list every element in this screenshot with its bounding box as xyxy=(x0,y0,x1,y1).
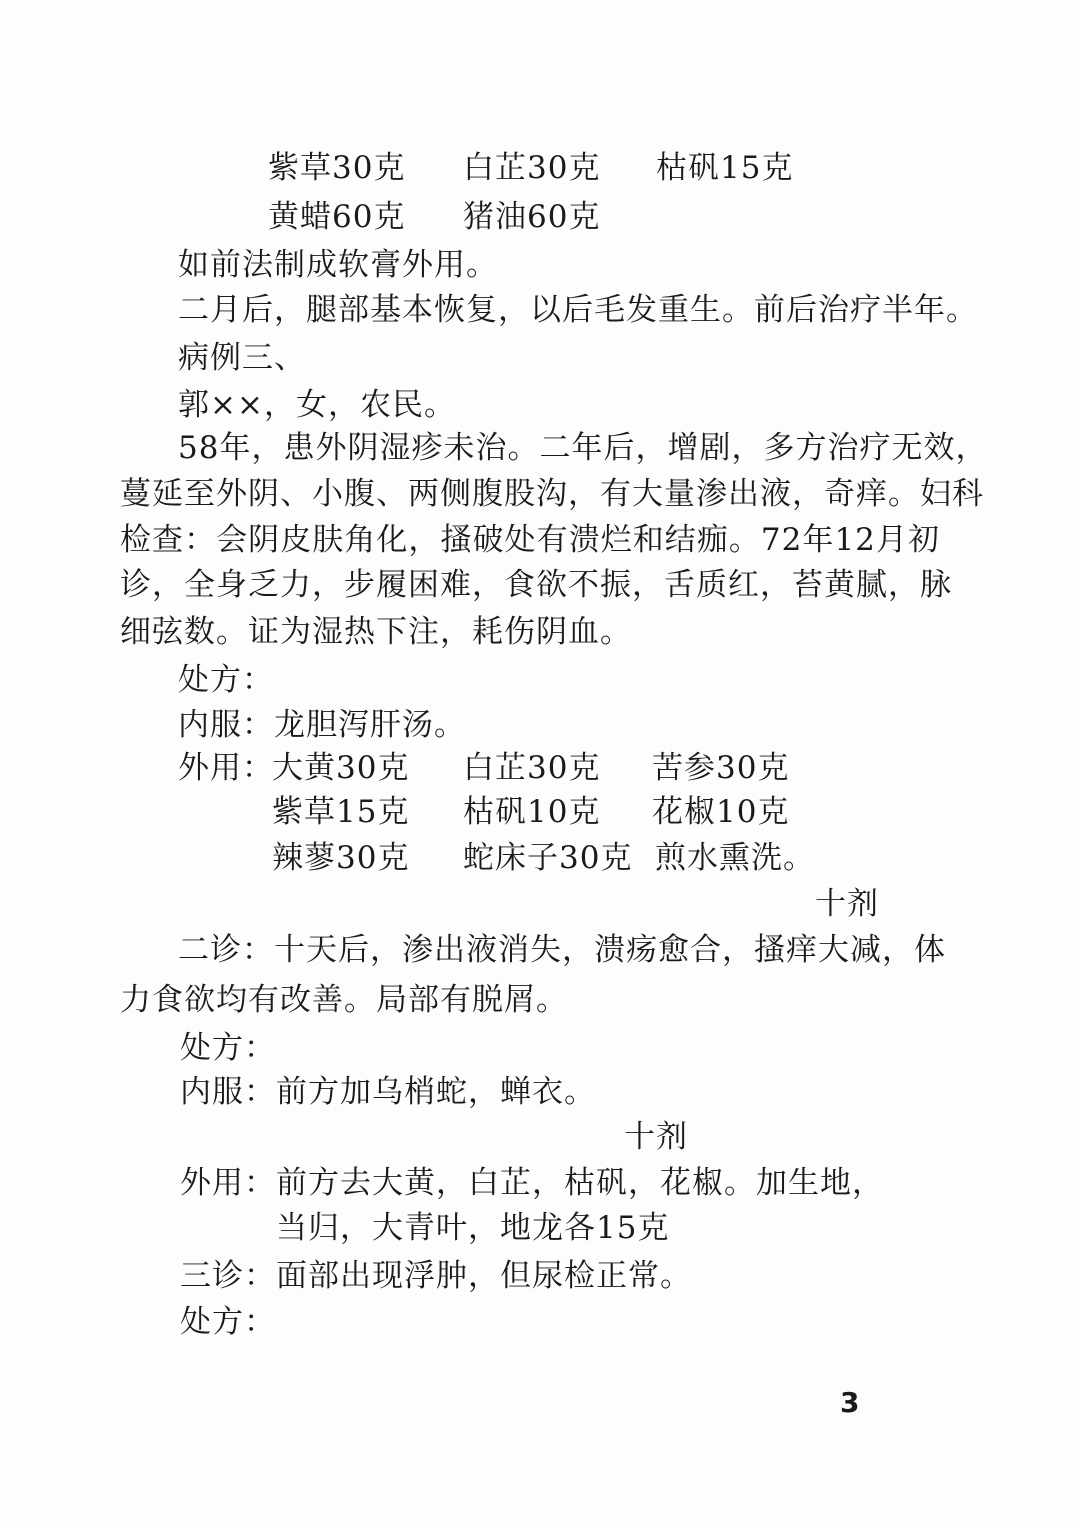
external-rx-2-line-2: 当归，大青叶，地龙各15克 xyxy=(276,1210,670,1246)
case-title: 病例三、 xyxy=(178,340,306,376)
internal-rx-1: 内服：龙胆泻肝汤。 xyxy=(178,707,466,743)
history-line-2: 蔓延至外阴、小腹、两侧腹股沟，有大量渗出液，奇痒。妇科 xyxy=(120,476,984,512)
external-label-1: 外用： xyxy=(178,750,274,786)
result-line: 二月后，腿部基本恢复，以后毛发重生。前后治疗半年。 xyxy=(178,292,978,328)
rx1-item-5: 猪油60克 xyxy=(463,199,601,235)
rx-label-1: 处方： xyxy=(178,662,274,698)
visit2-line-1: 二诊：十天后，渗出液消失，溃疡愈合，搔痒大减，体 xyxy=(178,932,946,968)
rx1-item-2: 白芷30克 xyxy=(463,150,601,186)
external-rx-2-line-1: 外用：前方去大黄，白芷，枯矾，花椒。加生地， xyxy=(180,1165,884,1201)
history-line-5: 细弦数。证为湿热下注，耗伤阴血。 xyxy=(120,614,632,650)
rx-label-3: 处方： xyxy=(180,1304,276,1340)
ext1-item-2: 白芷30克 xyxy=(463,750,601,786)
ext1-item-7: 辣蓼30克 xyxy=(272,840,410,876)
ext1-item-4: 紫草15克 xyxy=(272,794,410,830)
history-line-4: 诊，全身乏力，步履困难，食欲不振，舌质红，苔黄腻，脉 xyxy=(120,567,952,603)
rx-label-2: 处方： xyxy=(180,1030,276,1066)
patient-line: 郭××，女，农民。 xyxy=(178,387,456,423)
rx1-item-3: 枯矾15克 xyxy=(656,150,794,186)
method-line: 如前法制成软膏外用。 xyxy=(178,247,498,283)
visit2-line-2: 力食欲均有改善。局部有脱屑。 xyxy=(120,982,568,1018)
ext1-item-1: 大黄30克 xyxy=(272,750,410,786)
ext1-item-6: 花椒10克 xyxy=(652,794,790,830)
visit3-line: 三诊：面部出现浮肿，但尿检正常。 xyxy=(180,1258,692,1294)
rx1-item-4: 黄蜡60克 xyxy=(268,199,406,235)
ext1-item-9: 煎水熏洗。 xyxy=(655,840,815,876)
page-number: 3 xyxy=(840,1386,860,1419)
ext1-item-5: 枯矾10克 xyxy=(463,794,601,830)
internal-rx-2: 内服：前方加乌梢蛇，蝉衣。 xyxy=(180,1074,596,1110)
ext1-item-3: 苦参30克 xyxy=(652,750,790,786)
rx1-item-1: 紫草30克 xyxy=(268,150,406,186)
history-line-3: 检查：会阴皮肤角化，搔破处有溃烂和结痂。72年12月初 xyxy=(120,522,940,558)
history-line-1: 58年，患外阴湿疹未治。二年后，增剧，多方治疗无效， xyxy=(178,430,988,466)
ext1-item-8: 蛇床子30克 xyxy=(463,840,633,876)
doses-1: 十剂 xyxy=(815,886,879,922)
doses-2: 十剂 xyxy=(624,1119,688,1155)
